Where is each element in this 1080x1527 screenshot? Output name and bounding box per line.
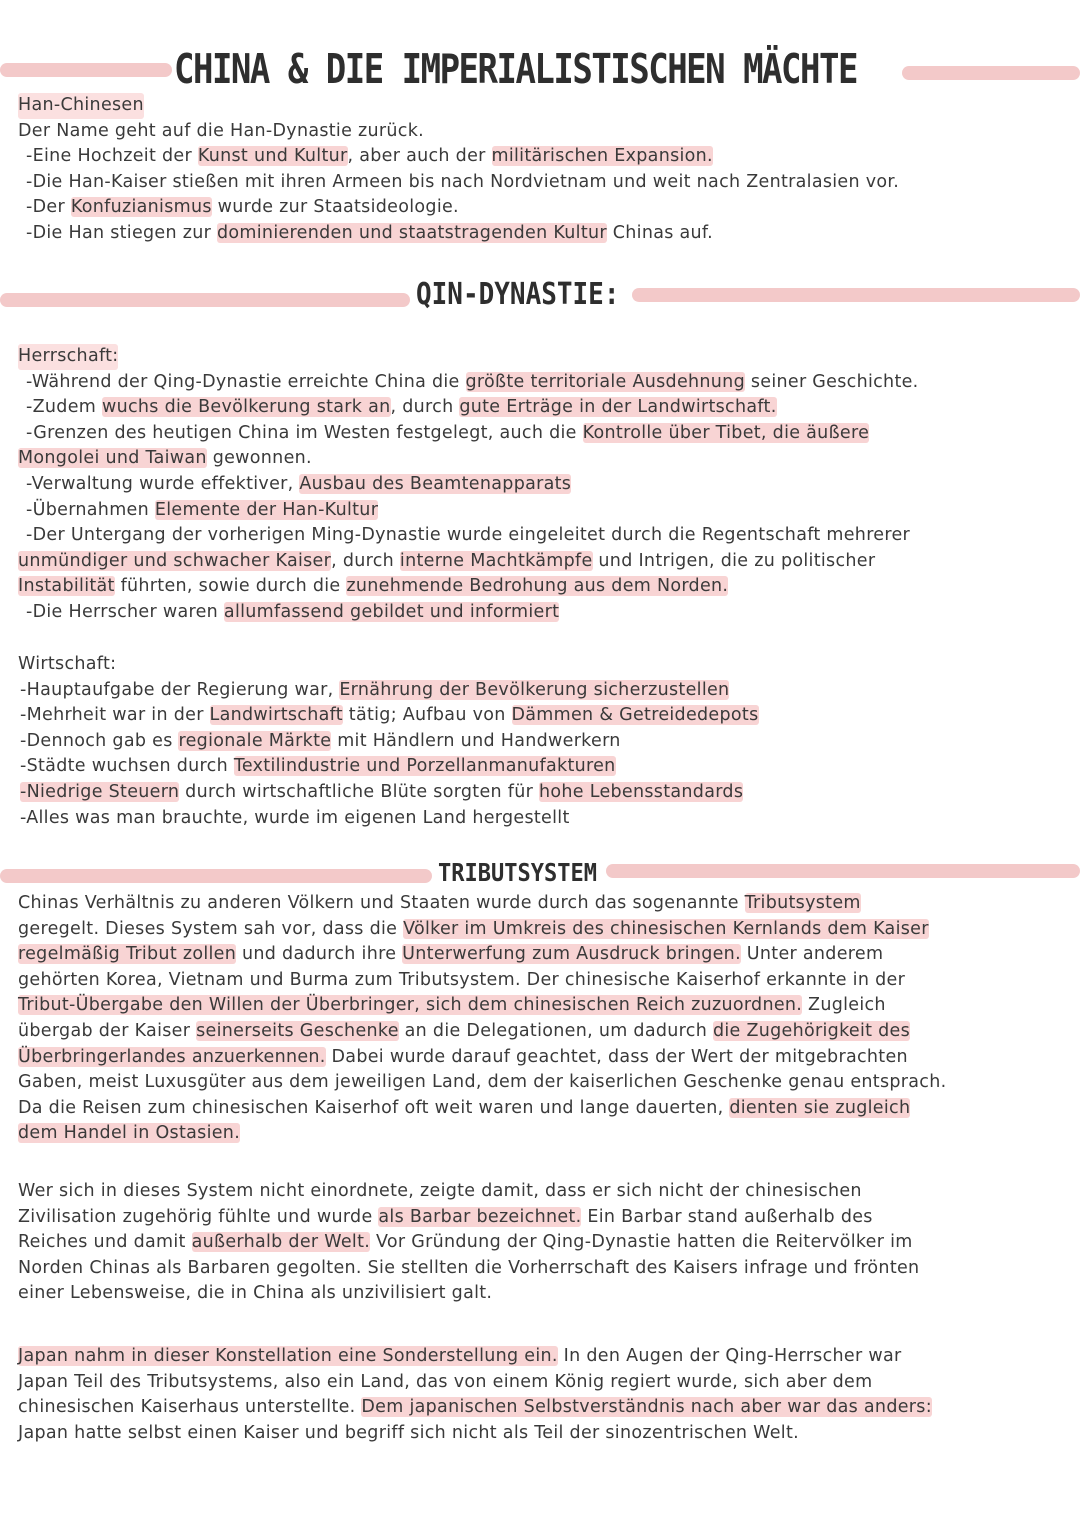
herrschaft-bullet-6-cont2: Instabilität führten, sowie durch die zunehmende Bedrohung aus dem Norden. xyxy=(18,576,729,597)
wirtschaft-bullet-1: -Hauptaufgabe der Regierung war, Ernährung der Bevölkerung sicherzustellen xyxy=(20,679,730,700)
herrschaft-bullet-6-cont: unmündiger und schwacher Kaiser, durch interne Machtkämpfe und Intrigen, die zu politischer xyxy=(18,550,876,571)
herrschaft-bullet-1: -Während der Qing-Dynastie erreichte China die größte territoriale Ausdehnung seiner Geschichte. xyxy=(26,371,919,392)
wirtschaft-bullet-6: -Alles was man brauchte, wurde im eigenen Land hergestellt xyxy=(20,807,570,828)
han-label: Han-Chinesen xyxy=(18,93,144,119)
han-bullet-4: -Die Han stiegen zur dominierenden und staatstragenden Kultur Chinas auf. xyxy=(26,222,713,243)
han-intro: Der Name geht auf die Han-Dynastie zurück. xyxy=(18,120,425,141)
tribut-heading: TRIBUTSYSTEM xyxy=(434,859,601,888)
wirtschaft-section xyxy=(18,652,1028,831)
herrschaft-section xyxy=(18,344,1028,626)
herrschaft-bullet-7: -Die Herrscher waren allumfassend gebildet und informiert xyxy=(26,601,560,622)
qin-band-left xyxy=(0,293,410,307)
qin-band-right xyxy=(632,288,1080,302)
herrschaft-bullet-6: -Der Untergang der vorherigen Ming-Dynastie wurde eingeleitet durch die Regentschaft mehrerer xyxy=(26,525,911,546)
han-bullet-1: -Eine Hochzeit der Kunst und Kultur, aber auch der militärischen Expansion. xyxy=(26,146,713,167)
herrschaft-bullet-3-cont: Mongolei und Taiwan gewonnen. xyxy=(18,448,312,469)
herrschaft-bullet-2: -Zudem wuchs die Bevölkerung stark an, durch gute Erträge in der Landwirtschaft. xyxy=(26,397,777,418)
han-section xyxy=(18,93,1028,247)
han-bullet-3: -Der Konfuzianismus wurde zur Staatsideologie. xyxy=(26,197,459,218)
wirtschaft-bullet-4: -Städte wuchsen durch Textilindustrie und Porzellanmanufakturen xyxy=(20,756,616,777)
tribut-band-right xyxy=(606,864,1080,878)
wirtschaft-bullet-3: -Dennoch gab es regionale Märkte mit Händlern und Handwerkern xyxy=(20,730,621,751)
tribut-paragraph-1: Chinas Verhältnis zu anderen Völkern und Staaten wurde durch das sogenannte Tributsystem geregelt. Dieses System sah vor, dass die Völker im Umkreis des chinesischen Kernlands dem Kaiser regelmäßig Tribut zollen und dadurch ihre Unterwerfung zum Ausdruck bringen. Unter anderem gehörten Korea, Vietnam und Burma zum Tributsystem. Der chinesische Kaiserhof erkannte in der Tribut-Übergabe den Willen der Überbringer, sich dem chinesischen Reich zuzuordnen. Zugleich übergab der Kaiser seinerseits Geschenke an die Delegationen, um dadurch die Zugehörigkeit des Überbringerlandes anzuerkennen. Dabei wurde darauf geachtet, dass der Wert der mitgebrachten Gaben, meist Luxusgüter aus dem jeweiligen Land, dem der kaiserlichen Geschenke genau entsprach. Da die Reisen zum chinesischen Kaiserhof oft weit waren und lange dauerten, dienten sie zugleich dem Handel in Ostasien. xyxy=(18,893,947,1144)
qin-heading: QIN-DYNASTIE: xyxy=(412,278,624,313)
tribut-paragraph-3: Japan nahm in dieser Konstellation eine Sonderstellung ein. In den Augen der Qing-Herrscher war Japan Teil des Tributsystems, also ein Land, das von einem König regiert wurde, sich aber dem chinesischen Kaiserhaus unterstellte. Dem japanischen Selbstverständnis nach aber war das anders: Japan hatte selbst einen Kaiser und begriff sich nicht als Teil der sinozentrischen Welt. xyxy=(18,1346,932,1443)
title-band-right xyxy=(902,66,1080,80)
wirtschaft-bullet-5: -Niedrige Steuern durch wirtschaftliche Blüte sorgten für hohe Lebensstandards xyxy=(20,781,744,802)
wirtschaft-bullet-2: -Mehrheit war in der Landwirtschaft tätig; Aufbau von Dämmen & Getreidedepots xyxy=(20,705,759,726)
herrschaft-bullet-3: -Grenzen des heutigen China im Westen festgelegt, auch die Kontrolle über Tibet, die äußere xyxy=(26,422,870,443)
han-bullet-2: -Die Han-Kaiser stießen mit ihren Armeen bis nach Nordvietnam und weit nach Zentralasien vor. xyxy=(26,171,900,192)
tribut-band-left xyxy=(0,869,432,883)
herrschaft-label: Herrschaft: xyxy=(18,344,118,370)
title-band-left xyxy=(0,63,172,77)
wirtschaft-label: Wirtschaft: xyxy=(18,654,117,674)
tribut-paragraph-2: Wer sich in dieses System nicht einordnete, zeigte damit, dass er sich nicht der chinesischen Zivilisation zugehörig fühlte und wurde als Barbar bezeichnet. Ein Barbar stand außerhalb des Reiches und damit außerhalb der Welt. Vor Gründung der Qing-Dynastie hatten die Reitervölker im Norden Chinas als Barbaren gegolten. Sie stellten die Vorherrschaft des Kaisers infrage und frönten einer Lebensweise, die in China als unzivilisiert galt. xyxy=(18,1181,920,1304)
herrschaft-bullet-4: -Verwaltung wurde effektiver, Ausbau des Beamtenapparats xyxy=(26,473,572,494)
herrschaft-bullet-5: -Übernahmen Elemente der Han-Kultur xyxy=(26,499,379,520)
page-title: CHINA & DIE IMPERIALISTISCHEN MÄCHTE xyxy=(174,46,857,94)
